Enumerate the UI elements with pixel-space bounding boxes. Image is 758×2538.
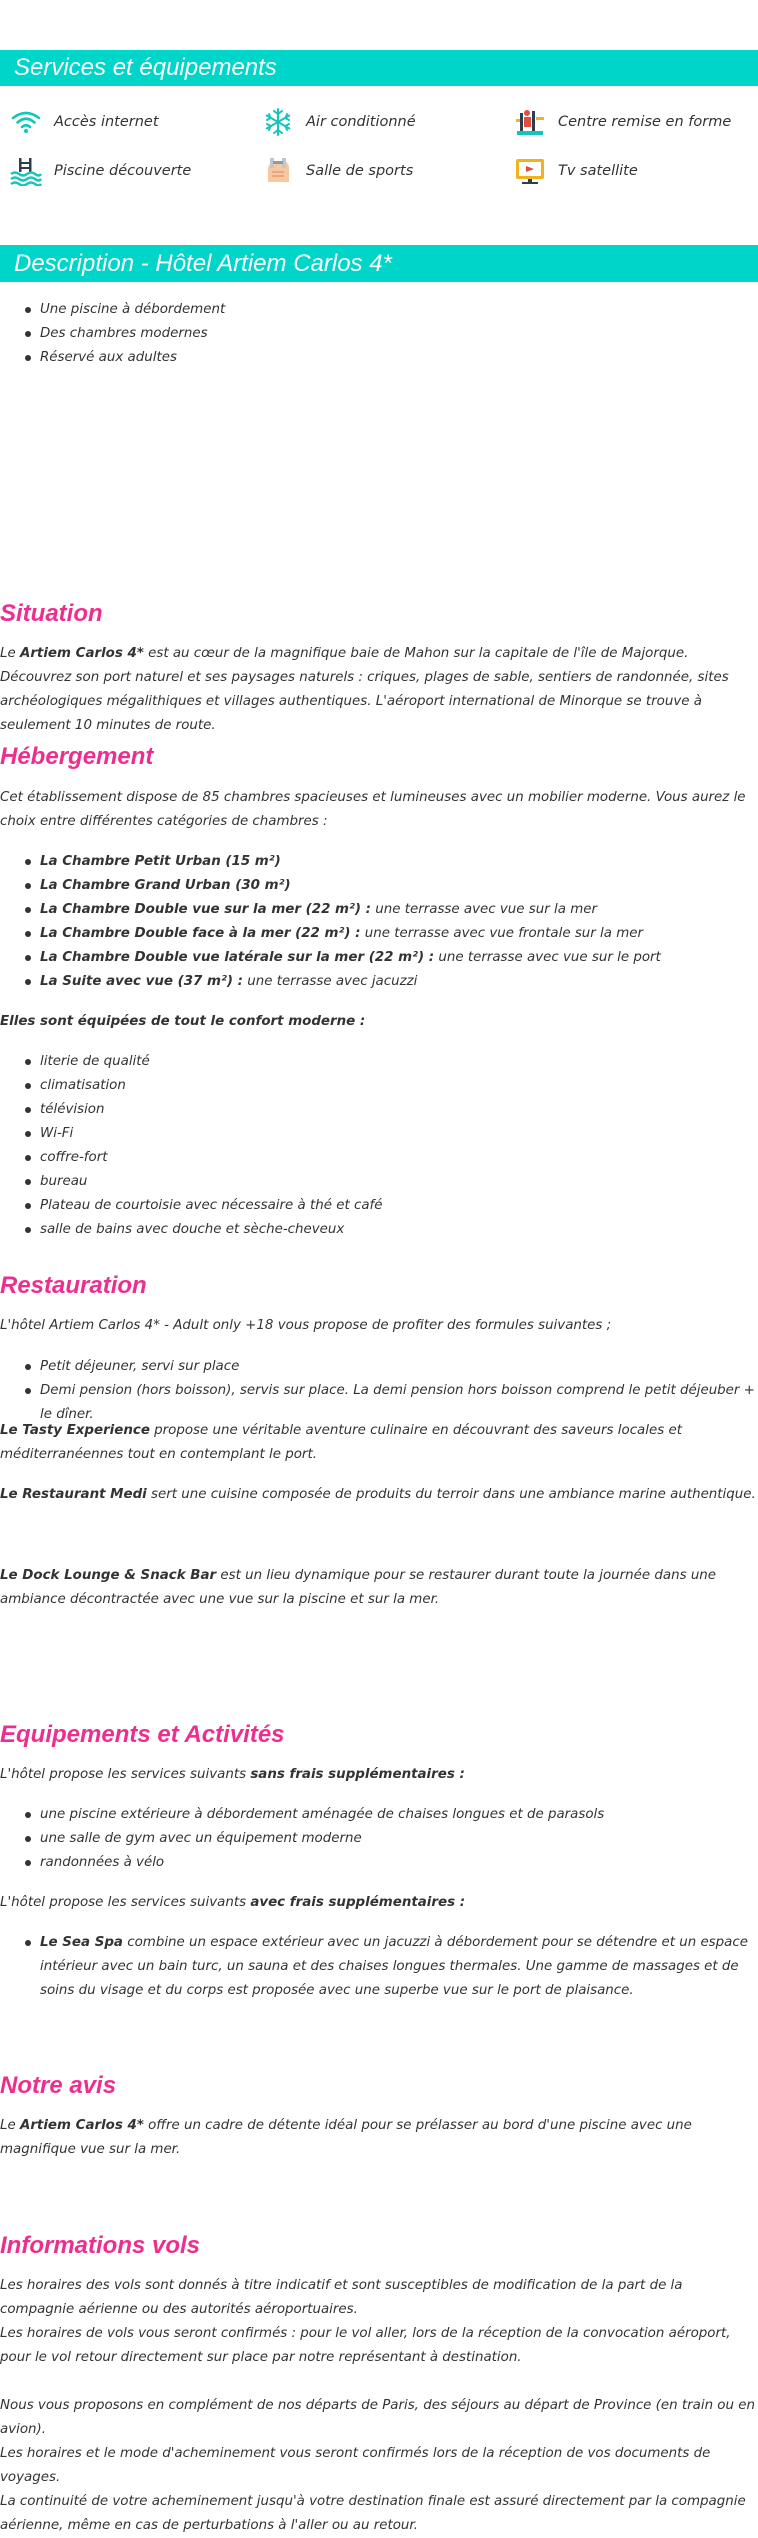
list-item: télévision xyxy=(0,1098,758,1122)
vols-title: Informations vols xyxy=(0,2232,201,2259)
description-header: Description - Hôtel Artiem Carlos 4* xyxy=(0,245,758,282)
list-item: coffre-fort xyxy=(0,1146,758,1170)
list-item: une piscine extérieure à débordement aménagée de chaises longues et de parasols xyxy=(0,1803,758,1827)
dumbbell-icon xyxy=(262,155,294,187)
free-services-list xyxy=(0,1803,758,1875)
amenity-pool xyxy=(10,156,191,186)
restaurant-tasty: Le Tasty Experience propose une véritable aventure culinaire en découvrant des saveurs locales et méditerranéennes tout en contemplant le port. xyxy=(0,1423,682,1462)
wifi-icon xyxy=(10,106,42,138)
amenity-gym xyxy=(262,156,413,186)
list-item: La Chambre Double face à la mer (22 m²) : une terrasse avec vue frontale sur la mer xyxy=(0,922,758,946)
situation-title: Situation xyxy=(0,600,103,627)
vols-line: Les horaires et le mode d'acheminement vous seront confirmés lors de la réception de vos documents de voyages. xyxy=(0,2446,711,2485)
avis-text: Le Artiem Carlos 4* offre un cadre de détente idéal pour se prélasser au bord d'une piscine avec une magnifique vue sur la mer. xyxy=(0,2118,692,2157)
amenity-label: Centre remise en forme xyxy=(558,114,732,130)
vols-line: La continuité de votre acheminement jusqu'à votre destination finale est assuré directement par la compagnie aérienne, même en cas de perturbations à l'aller ou au retour. xyxy=(0,2494,746,2533)
list-item: bureau xyxy=(0,1170,758,1194)
amenity-fitness xyxy=(514,107,731,137)
vols-line: Nous vous proposons en complément de nos départs de Paris, des séjours au départ de Province (en train ou en avion). xyxy=(0,2398,755,2437)
list-item: Demi pension (hors boisson), servis sur place. La demi pension hors boisson comprend le petit déjeuber + le dîner. xyxy=(0,1379,758,1427)
restaurant-medi: Le Restaurant Medi sert une cuisine composée de produits du terroir dans une ambiance marine authentique. xyxy=(0,1487,756,1502)
amenity-label: Piscine découverte xyxy=(54,163,192,179)
services-header: Services et équipements xyxy=(0,50,758,86)
equipements-title: Equipements et Activités xyxy=(0,1721,285,1748)
list-item: randonnées à vélo xyxy=(0,1851,758,1875)
list-item: Des chambres modernes xyxy=(0,322,758,346)
amenity-tv xyxy=(514,156,638,186)
description-list xyxy=(0,298,758,370)
hebergement-title: Hébergement xyxy=(0,743,154,770)
list-item: La Chambre Double vue latérale sur la mer (22 m²) : une terrasse avec vue sur le port xyxy=(0,946,758,970)
list-item: Réservé aux adultes xyxy=(0,346,758,370)
fitness-icon xyxy=(514,106,546,138)
equipment-title: Elles sont équipées de tout le confort moderne : xyxy=(0,1014,366,1029)
paid-services-intro: L'hôtel propose les services suivants avec frais supplémentaires : xyxy=(0,1895,466,1910)
situation-text: Le Artiem Carlos 4* est au cœur de la magnifique baie de Mahon sur la capitale de l'île de Majorque. Découvrez son port naturel et ses paysages naturels : criques, plages de sable, sentiers de randonnée, sites archéologiques mégalithiques et villages authentiques. L'aéroport international de Minorque se trouve à seulement 10 minutes de route. xyxy=(0,646,729,733)
vols-line: Les horaires de vols vous seront confirmés : pour le vol aller, lors de la réception de la convocation aéroport, pour le vol retour directement sur place par notre représentant à destination. xyxy=(0,2326,731,2365)
amenity-label: Air conditionné xyxy=(306,114,416,130)
restauration-intro: L'hôtel Artiem Carlos 4* - Adult only +18 vous propose de profiter des formules suivantes ; xyxy=(0,1318,612,1333)
vols-text xyxy=(0,2274,758,2538)
amenity-label: Salle de sports xyxy=(306,163,414,179)
restaurant-dock: Le Dock Lounge & Snack Bar est un lieu dynamique pour se restaurer durant toute la journée dans une ambiance décontractée avec une vue sur la piscine et sur la mer. xyxy=(0,1568,717,1607)
amenity-aircon xyxy=(262,107,416,137)
list-item: une salle de gym avec un équipement moderne xyxy=(0,1827,758,1851)
list-item: Wi-Fi xyxy=(0,1122,758,1146)
list-item: Petit déjeuner, servi sur place xyxy=(0,1355,758,1379)
amenity-label: Tv satellite xyxy=(558,163,638,179)
equipment-list xyxy=(0,1050,758,1242)
amenity-internet xyxy=(10,107,159,137)
vols-line: Les horaires des vols sont donnés à titre indicatif et sont susceptibles de modification de la part de la compagnie aérienne ou des autorités aéroportuaires. xyxy=(0,2278,683,2317)
list-item: climatisation xyxy=(0,1074,758,1098)
list-item: La Chambre Petit Urban (15 m²) xyxy=(0,850,758,874)
list-item: La Suite avec vue (37 m²) : une terrasse avec jacuzzi xyxy=(0,970,758,994)
tv-icon xyxy=(514,155,546,187)
list-item: La Chambre Double vue sur la mer (22 m²) : une terrasse avec vue sur la mer xyxy=(0,898,758,922)
pool-icon xyxy=(10,155,42,187)
list-item: salle de bains avec douche et sèche-cheveux xyxy=(0,1218,758,1242)
snowflake-icon xyxy=(262,106,294,138)
free-services-intro: L'hôtel propose les services suivants sans frais supplémentaires : xyxy=(0,1767,465,1782)
list-item: Une piscine à débordement xyxy=(0,298,758,322)
hebergement-intro: Cet établissement dispose de 85 chambres spacieuses et lumineuses avec un mobilier moderne. Vous aurez le choix entre différentes catégories de chambres : xyxy=(0,790,746,829)
rooms-list xyxy=(0,850,758,994)
list-item: Plateau de courtoisie avec nécessaire à thé et café xyxy=(0,1194,758,1218)
restauration-title: Restauration xyxy=(0,1272,147,1299)
avis-title: Notre avis xyxy=(0,2072,117,2099)
paid-services-list xyxy=(0,1931,750,2003)
formulas-list xyxy=(0,1355,758,1427)
list-item: Le Sea Spa combine un espace extérieur avec un jacuzzi à débordement pour se détendre et un espace intérieur avec un bain turc, un sauna et des chaises longues thermales. Une gamme de massages et de soins du visage et du corps est proposée avec une superbe vue sur le port de plaisance. xyxy=(0,1931,750,2003)
list-item: La Chambre Grand Urban (30 m²) xyxy=(0,874,758,898)
amenity-label: Accès internet xyxy=(54,114,159,130)
list-item: literie de qualité xyxy=(0,1050,758,1074)
